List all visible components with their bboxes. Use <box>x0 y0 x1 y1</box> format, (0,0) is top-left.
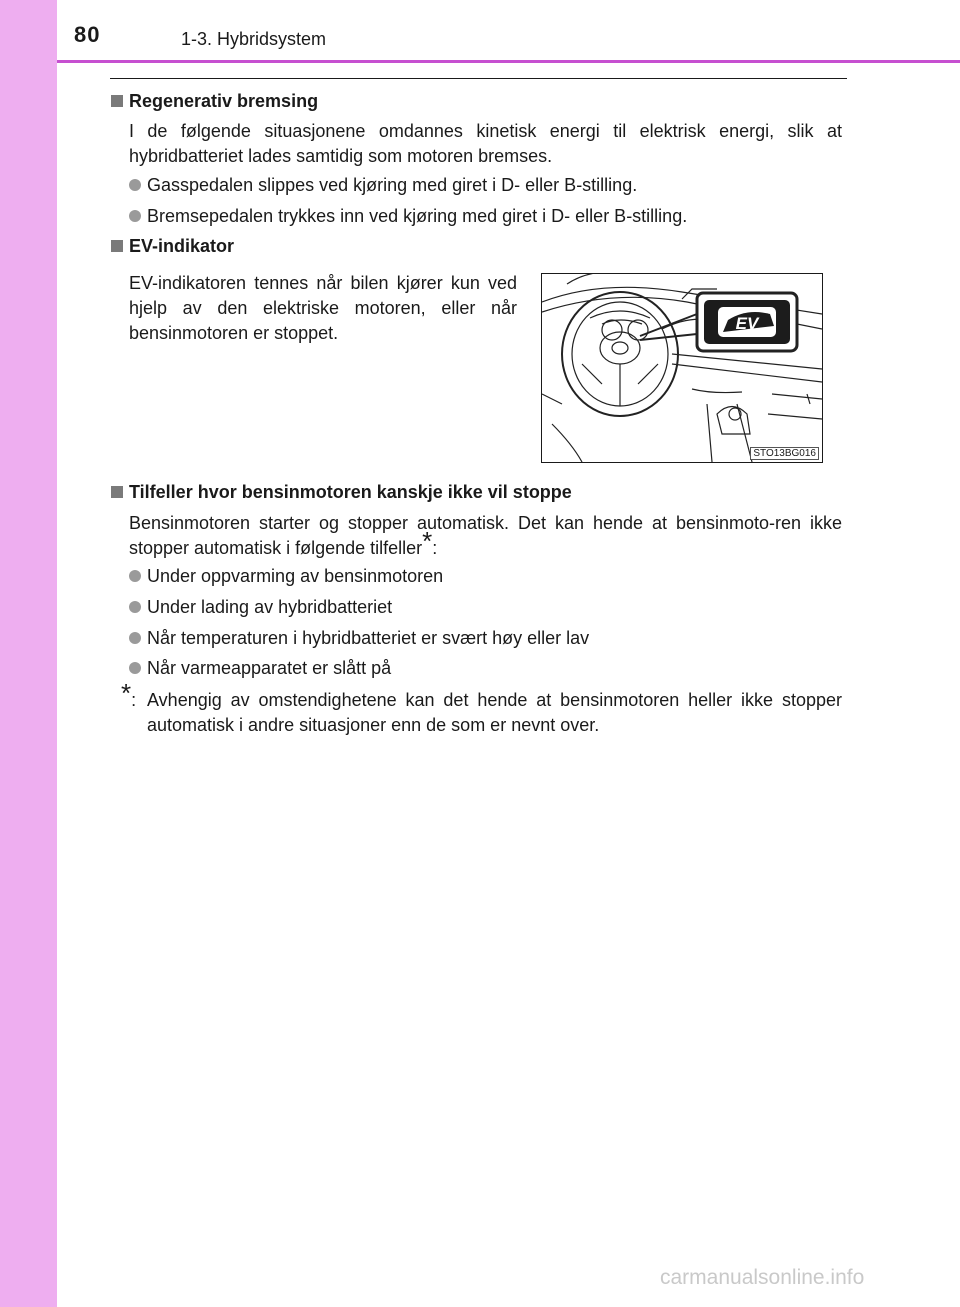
round-bullet-icon <box>129 570 141 582</box>
list-item: Under oppvarming av bensinmotoren <box>129 566 443 587</box>
page-header <box>0 0 960 60</box>
asterisk-mark: * <box>422 526 433 556</box>
ev-paragraph: EV-indikatoren tennes når bilen kjører kun ved hjelp av den elektriske motoren, eller når bensinmotoren er stoppet. <box>129 273 517 343</box>
watermark: carmanualsonline.info <box>660 1266 865 1289</box>
list-item: Under lading av hybridbatteriet <box>129 597 392 618</box>
heading-ev-indicator: EV-indikator <box>111 236 234 257</box>
square-bullet-icon <box>111 240 123 252</box>
list-item: Bremsepedalen trykkes inn ved kjøring med giret i D- eller B-stilling. <box>129 206 687 227</box>
round-bullet-icon <box>129 632 141 644</box>
list-item: Når varmeapparatet er slått på <box>129 658 391 679</box>
stop-paragraph: Bensinmotoren starter og stopper automatisk. Det kan hende at bensinmoto-ren ikke stopper automatisk i følgende tilfeller*: <box>129 513 842 558</box>
round-bullet-icon <box>129 601 141 613</box>
heading-regenerative-braking: Regenerativ bremsing <box>111 91 318 112</box>
round-bullet-icon <box>129 662 141 674</box>
ev-indicator-label: EV <box>735 314 759 333</box>
list-item: Når temperaturen i hybridbatteriet er svært høy eller lav <box>129 628 589 649</box>
ev-indicator-illustration <box>541 273 823 463</box>
footnote <box>121 678 842 738</box>
header-divider <box>57 60 960 63</box>
footnote-mark: *: <box>121 678 137 710</box>
content-rule <box>110 78 847 79</box>
footnote-text: Avhengig av omstendighetene kan det hende at bensinmotoren heller ikke stopper automatisk i andre situasjoner enn de som er nevnt over. <box>147 690 842 735</box>
round-bullet-icon <box>129 179 141 191</box>
regen-paragraph: I de følgende situasjonene omdannes kinetisk energi til elektrisk energi, slik at hybridbatteriet lades samtidig som motoren bremses. <box>129 121 842 166</box>
dashboard-drawing <box>542 274 822 462</box>
square-bullet-icon <box>111 95 123 107</box>
round-bullet-icon <box>129 210 141 222</box>
side-tab-band <box>0 0 57 1307</box>
list-item: Gasspedalen slippes ved kjøring med giret i D- eller B-stilling. <box>129 175 637 196</box>
square-bullet-icon <box>111 486 123 498</box>
section-title: 1-3. Hybridsystem <box>181 29 327 49</box>
page-number: 80 <box>74 22 101 47</box>
heading-engine-may-not-stop: Tilfeller hvor bensinmotoren kanskje ikke vil stoppe <box>111 482 572 503</box>
figure-code: STO13BG016 <box>750 447 819 460</box>
